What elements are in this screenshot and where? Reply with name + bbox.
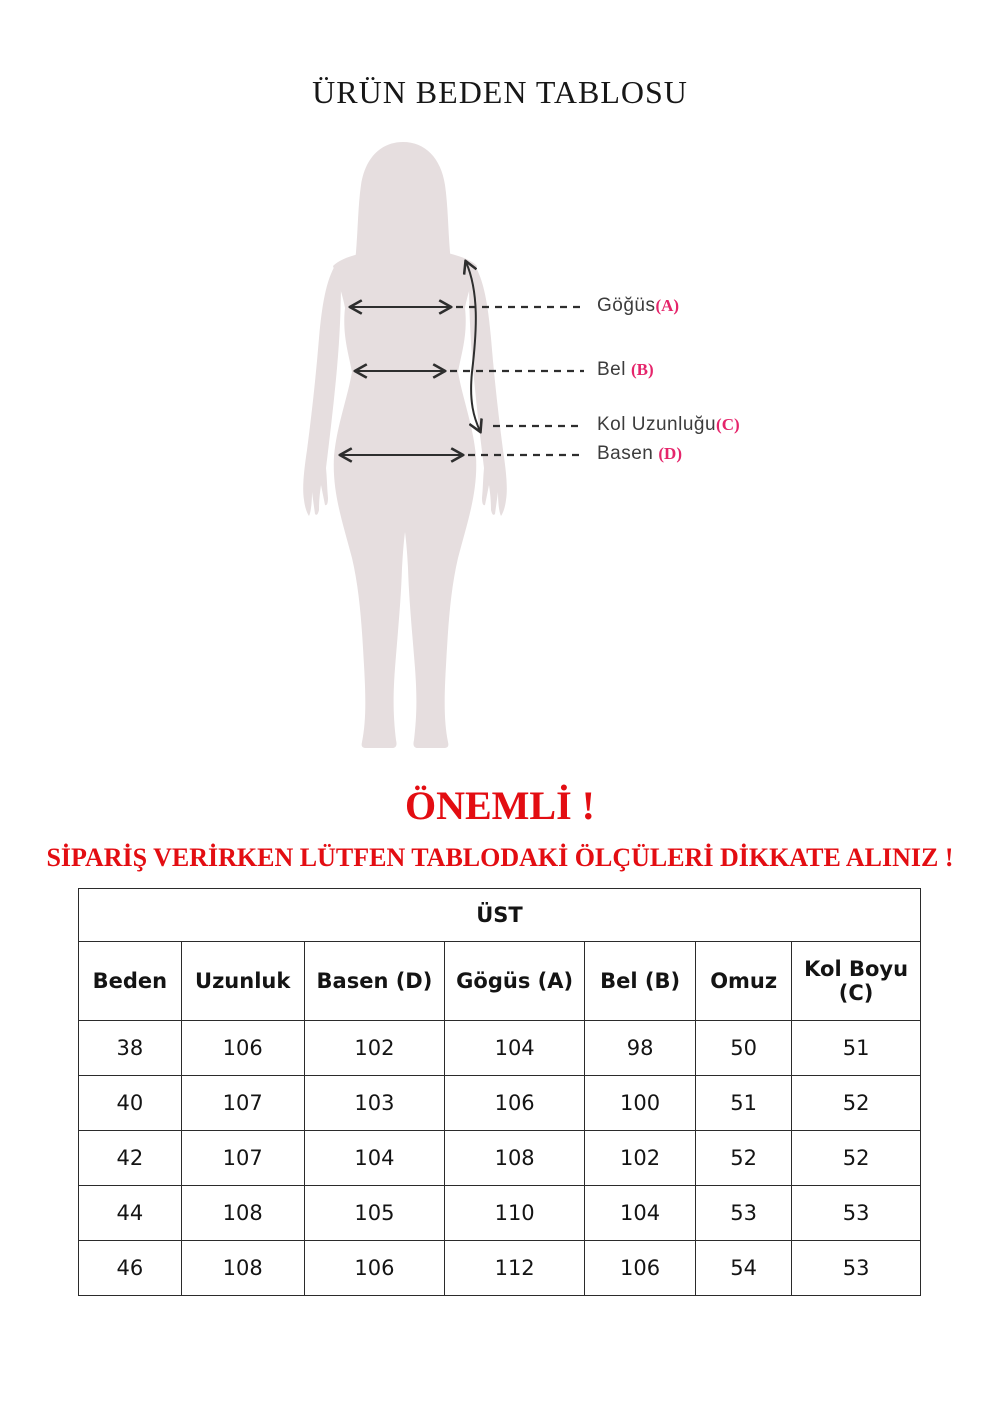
table-row-size-44 — [79, 1186, 921, 1241]
size-cell: 102 — [585, 1131, 696, 1186]
measurement-name: Basen — [597, 443, 654, 464]
size-cell: 51 — [792, 1021, 921, 1076]
measurement-label-gogus — [597, 295, 679, 317]
size-cell: 108 — [181, 1241, 304, 1296]
size-cell: 51 — [696, 1076, 792, 1131]
size-cell: 108 — [181, 1186, 304, 1241]
size-cell: 52 — [792, 1076, 921, 1131]
table-row-size-46 — [79, 1241, 921, 1296]
measurement-code-c: (C) — [716, 415, 740, 434]
measurement-name: Kol Uzunluğu — [597, 414, 717, 435]
column-header-beden: Beden — [79, 942, 182, 1021]
table-group-header-row — [79, 889, 921, 942]
column-header-bel: Bel (B) — [585, 942, 696, 1021]
body-silhouette — [303, 142, 507, 748]
size-cell: 50 — [696, 1021, 792, 1076]
measurement-name: Göğüs — [597, 295, 656, 316]
size-cell: 112 — [445, 1241, 585, 1296]
size-cell: 104 — [304, 1131, 445, 1186]
size-cell: 42 — [79, 1131, 182, 1186]
table-group-header: ÜST — [79, 889, 921, 942]
column-header-gogus: Gögüs (A) — [445, 942, 585, 1021]
measurement-code-a: (A) — [655, 296, 680, 315]
size-cell: 53 — [792, 1186, 921, 1241]
column-header-uzunluk: Uzunluk — [181, 942, 304, 1021]
size-cell: 54 — [696, 1241, 792, 1296]
table-column-header-row — [79, 942, 921, 1021]
column-header-omuz: Omuz — [696, 942, 792, 1021]
size-table — [78, 888, 921, 1296]
column-header-basen: Basen (D) — [304, 942, 445, 1021]
size-cell: 105 — [304, 1186, 445, 1241]
size-cell: 106 — [181, 1021, 304, 1076]
measurement-code-b: (B) — [630, 360, 654, 379]
size-cell: 44 — [79, 1186, 182, 1241]
measurement-label-bel — [597, 359, 654, 381]
size-cell: 52 — [792, 1131, 921, 1186]
measurement-name: Bel — [597, 359, 626, 380]
size-cell: 38 — [79, 1021, 182, 1076]
table-row-size-38 — [79, 1021, 921, 1076]
warning-text: SİPARİŞ VERİRKEN LÜTFEN TABLODAKİ ÖLÇÜLERİ DİKKATE ALINIZ ! — [46, 843, 954, 872]
size-cell: 106 — [585, 1241, 696, 1296]
table-row-size-40 — [79, 1076, 921, 1131]
size-cell: 108 — [445, 1131, 585, 1186]
size-cell: 40 — [79, 1076, 182, 1131]
size-cell: 104 — [585, 1186, 696, 1241]
size-cell: 107 — [181, 1076, 304, 1131]
size-cell: 100 — [585, 1076, 696, 1131]
important-heading: ÖNEMLİ ! — [405, 783, 595, 828]
size-cell: 52 — [696, 1131, 792, 1186]
measurement-label-basen — [597, 443, 682, 465]
size-cell: 103 — [304, 1076, 445, 1131]
page-title: ÜRÜN BEDEN TABLOSU — [312, 74, 688, 110]
size-cell: 104 — [445, 1021, 585, 1076]
size-cell: 53 — [792, 1241, 921, 1296]
measurement-code-d: (D) — [658, 444, 682, 463]
size-cell: 53 — [696, 1186, 792, 1241]
size-cell: 110 — [445, 1186, 585, 1241]
size-cell: 46 — [79, 1241, 182, 1296]
torso-legs-shape — [333, 247, 477, 749]
size-table-container — [78, 888, 921, 1296]
measurement-label-kol-uzunlugu — [597, 414, 740, 436]
size-cell: 106 — [445, 1076, 585, 1131]
size-cell: 102 — [304, 1021, 445, 1076]
size-cell: 98 — [585, 1021, 696, 1076]
size-cell: 107 — [181, 1131, 304, 1186]
size-cell: 106 — [304, 1241, 445, 1296]
column-header-kol-boyu: Kol Boyu (C) — [792, 942, 921, 1021]
table-row-size-42 — [79, 1131, 921, 1186]
